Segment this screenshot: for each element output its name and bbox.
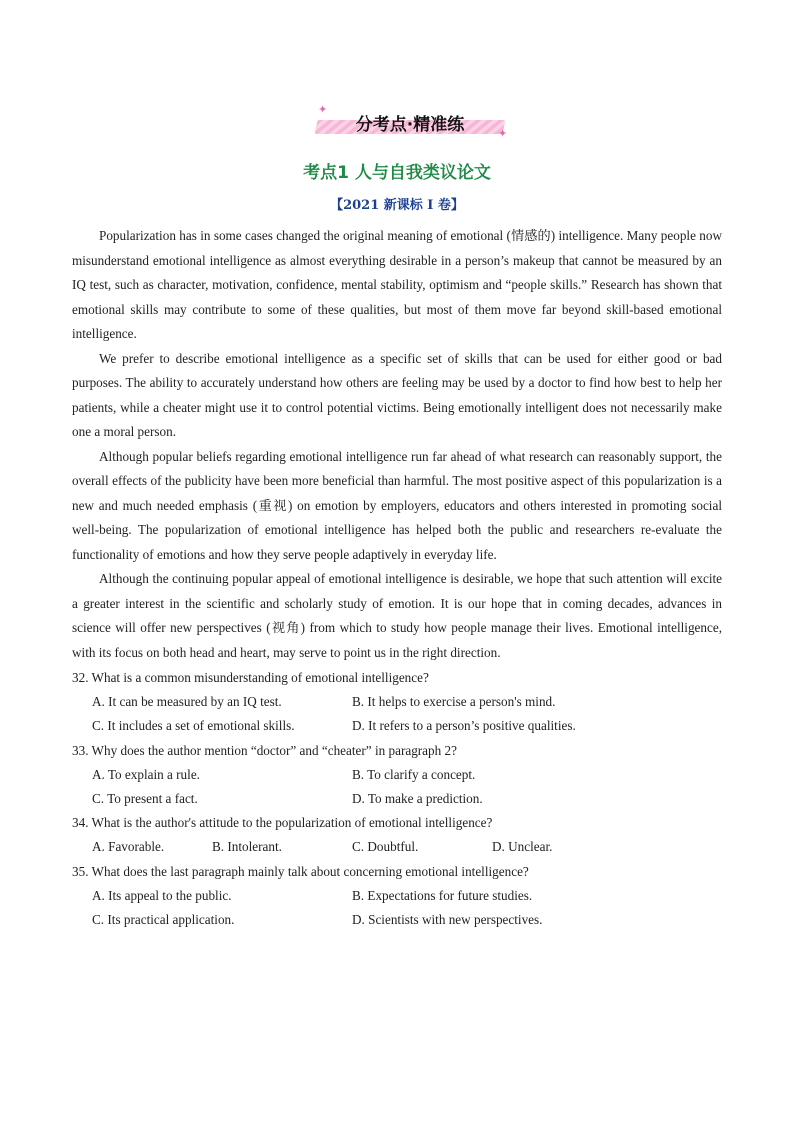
paragraph-4: Although the continuing popular appeal of emotional intelligence is desirable, we hope that such attention will excite a greater interest in the scientific and scholarly study of emotion. It is our hope that in coming decades, advances in science will offer new perspectives (视角) from which to study how people manage their lives. Emotional intelligence, with its focus on both head and heart, may serve to point us in the right direction. (72, 571, 722, 660)
section-banner (312, 104, 508, 144)
banner-title: 分考点·精准练 (355, 115, 465, 135)
question-32-option-d: D. It refers to a person’s positive qualities. (352, 718, 576, 734)
question-33-option-c: C. To present a fact. (92, 790, 198, 806)
question-34-options-row (72, 835, 722, 859)
question-33-option-a: A. To explain a rule. (92, 766, 200, 782)
question-35-option-b: B. Expectations for future studies. (352, 887, 533, 903)
question-list (72, 666, 722, 932)
question-33-option-d: D. To make a prediction. (352, 790, 483, 806)
question-32-option-c: C. It includes a set of emotional skills. (92, 718, 295, 734)
question-35-stem: 35. What does the last paragraph mainly talk about concerning emotional intelligence? (72, 863, 529, 879)
question-33-stem: 33. Why does the author mention “doctor” and “cheater” in paragraph 2? (72, 742, 457, 758)
question-32-option-b: B. It helps to exercise a person's mind. (352, 694, 556, 710)
question-35-option-a: A. Its appeal to the public. (92, 887, 232, 903)
topic-title: 考点1 人与自我类议论文 (303, 163, 491, 183)
question-32-option-a: A. It can be measured by an IQ test. (92, 694, 282, 710)
question-33-options-row-1 (72, 763, 722, 787)
question-33-options-row-2 (72, 787, 722, 811)
question-32-options-row-2 (72, 714, 722, 738)
question-34-option-d: D. Unclear. (492, 839, 553, 855)
sparkle-icon: ✦ (318, 103, 328, 116)
paragraph-2: We prefer to describe emotional intelligence as a specific set of skills that can be used for either good or bad purposes. The ability to accurately understand how others are feeling may be used by a doctor to find how best to help her patients, while a cheater might use it to control potential victims. Being emotionally intelligent does not necessarily make one a moral person. (72, 350, 722, 439)
question-35-option-c: C. Its practical application. (92, 911, 235, 927)
exam-source: 【2021 新课标 I 卷】 (330, 198, 464, 213)
paragraph-3: Although popular beliefs regarding emotional intelligence run far ahead of what research can reasonably support, the overall effects of the publicity have been more beneficial than harmful. The most positive aspect of this popularization is a new and much needed emphasis (重视) on emotion by employers, educators and others interested in promoting social well-being. The popularization of emotional intelligence has helped both the public and researchers re-evaluate the functionality of emotions and how they serve people adaptively in everyday life. (72, 448, 722, 562)
question-35-option-d: D. Scientists with new perspectives. (352, 911, 543, 927)
question-34-option-a: A. Favorable. (92, 839, 165, 855)
sparkle-icon: ✦ (498, 127, 508, 140)
paragraph-1: Popularization has in some cases changed the original meaning of emotional (情感的) intelligence. Many people now misunderstand emotional intelligence as almost everything desirable in a person’s makeup that cannot be measured by an IQ test, such as character, motivation, confidence, mental stability, optimism and “people skills.” Research has shown that emotional skills may contribute to some of these qualities, but most of them move far beyond skill-based emotional intelligence. (72, 228, 722, 341)
question-34-stem: 34. What is the author's attitude to the popularization of emotional intelligence? (72, 815, 493, 831)
question-32-options-row-1 (72, 690, 722, 714)
question-33-option-b: B. To clarify a concept. (352, 766, 476, 782)
question-34-option-b: B. Intolerant. (212, 839, 282, 855)
reading-passage (72, 224, 722, 665)
question-35-options-row-1 (72, 884, 722, 908)
question-32-stem: 32. What is a common misunderstanding of emotional intelligence? (72, 670, 429, 685)
question-34-option-c: C. Doubtful. (352, 839, 419, 855)
question-35-options-row-2 (72, 908, 722, 932)
